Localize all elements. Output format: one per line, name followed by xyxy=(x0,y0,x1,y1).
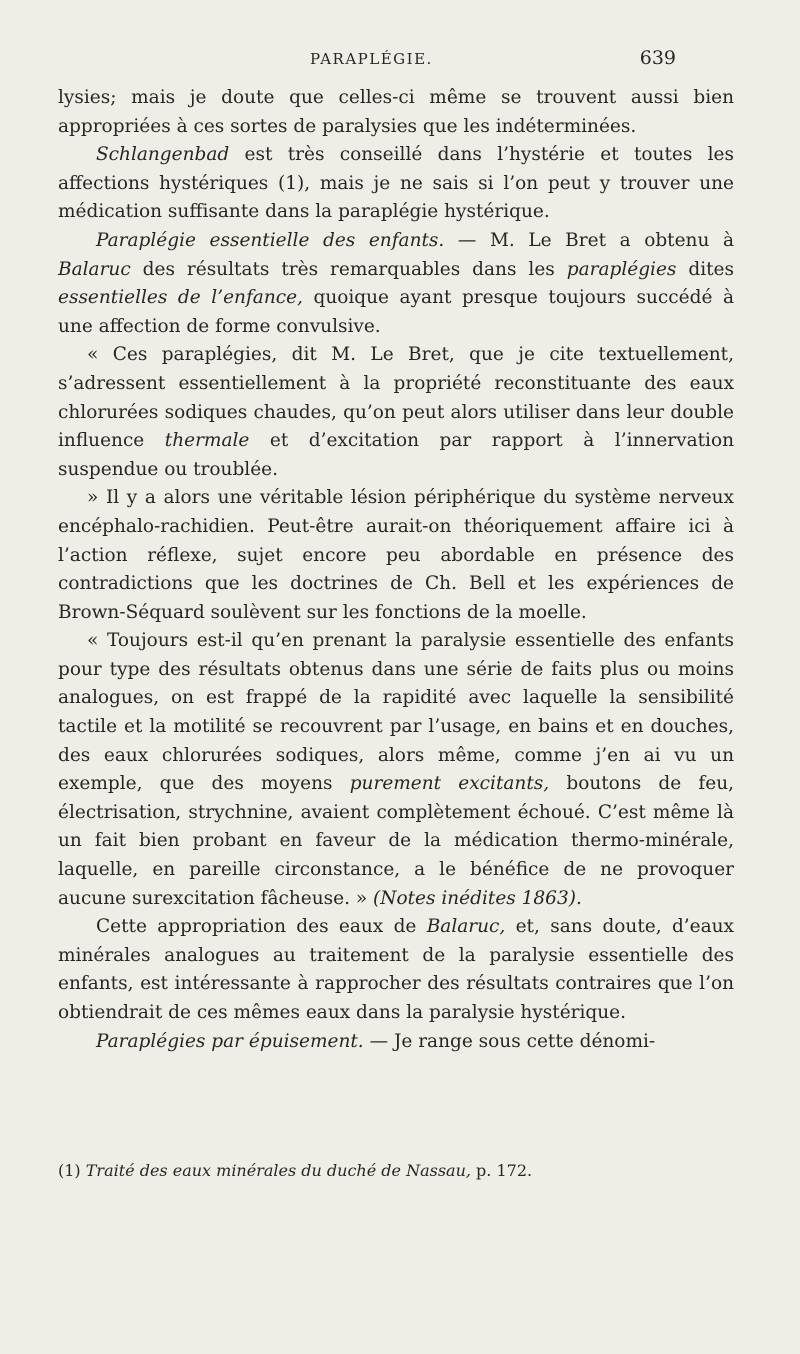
text-run: des résultats très remarquables dans les xyxy=(130,258,567,280)
text-run: » Il y a alors une véritable lésion périphérique du système nerveux encéphalo-rachidien. Peut-être aurait-on théoriquement affaire ici à l’action réflexe, sujet encore peu abordable en présence des contradictions que les doctrines de Ch. Bell et les expériences de Brown-Séquard soulèvent sur les fonctions de la moelle. xyxy=(58,487,734,623)
paragraph-p1 xyxy=(58,84,734,141)
italic-text: Balaruc xyxy=(58,258,131,280)
paragraph-p3 xyxy=(58,227,734,341)
paragraph-p6 xyxy=(58,627,734,913)
text-run: (1) xyxy=(58,1161,86,1180)
text-run: — M. Le Bret a obtenu à xyxy=(444,229,734,251)
page-number: 639 xyxy=(639,47,676,69)
italic-text: essentielles de l’enfance, xyxy=(58,287,303,309)
italic-text: paraplégies xyxy=(566,258,677,280)
text-run: lysies; mais je doute que celles-ci même se trouvent aussi bien appropriées à ces sortes de paralysies que les indéterminées. xyxy=(58,87,734,137)
italic-text: Balaruc, xyxy=(426,916,506,938)
italic-text: Paraplégie essentielle des enfants. xyxy=(96,229,445,251)
text-run: « Toujours est-il qu’en prenant la paralysie essentielle des enfants pour type des résultats obtenus dans une série de faits plus ou moins analogues, on est frappé de la rapidité avec laquelle la sensibilité tactile et la motilité se recouvrent par l’usage, en bains et en douches, des eaux chlorurées sodiques, alors même, comme j’en ai vu un exemple, que des moyens xyxy=(58,630,734,795)
text-run: — Je range sous cette dénomi- xyxy=(363,1030,656,1052)
italic-text: Paraplégies par épuisement. xyxy=(96,1030,364,1052)
text-run: boutons de feu, électrisation, strychnine, avaient complètement échoué. C’est même là un fait bien probant en faveur de la médication thermo-minérale, laquelle, en pareille circonstance, a le bénéfice de ne provoquer aucune surexcitation fâcheuse. » xyxy=(58,773,734,909)
text-run: et d’excitation par rapport à l’innervation suspendue ou troublée. xyxy=(58,430,735,480)
text-run: est très conseillé dans l’hystérie et toutes les affections hystériques (1), mais je ne sais si l’on peut y trouver une médication suffisante dans la paraplégie hystérique. xyxy=(58,144,734,223)
text-run: « Ces paraplégies, dit M. Le Bret, que je cite textuellement, s’adressent essentiellement à la propriété reconstituante des eaux chlorurées sodiques chaudes, qu’on peut alors utiliser dans leur double influence xyxy=(58,344,734,452)
italic-text: (Notes inédites 1863). xyxy=(373,887,582,909)
text-run: dites xyxy=(676,258,734,280)
footnote xyxy=(58,1160,734,1182)
paragraph-p7 xyxy=(58,913,734,1027)
paragraph-p8 xyxy=(58,1028,734,1057)
body-text xyxy=(58,84,734,1056)
paragraph-p2 xyxy=(58,141,734,227)
italic-text: Traité des eaux minérales du duché de Nassau, xyxy=(85,1161,471,1180)
italic-text: thermale xyxy=(164,430,250,452)
text-run: p. 172. xyxy=(470,1161,533,1180)
text-run: et, sans doute, d’eaux minérales analogues au traitement de la paralysie essentielle des enfants, est intéressante à rapprocher des résultats contraires que l’on obtiendrait de ces mêmes eaux dans la paralysie hystérique. xyxy=(58,916,734,1023)
italic-text: purement excitants, xyxy=(349,773,550,795)
text-run: quoique ayant presque toujours succédé à une affection de forme convulsive. xyxy=(58,287,734,337)
page-header xyxy=(250,47,676,76)
text-run: Cette appropriation des eaux de xyxy=(96,916,427,938)
italic-text: Schlangenbad xyxy=(96,144,230,166)
running-title: PARAPLÉGIE. xyxy=(310,50,433,68)
paragraph-p5 xyxy=(58,484,734,627)
paragraph-p4 xyxy=(58,341,734,484)
